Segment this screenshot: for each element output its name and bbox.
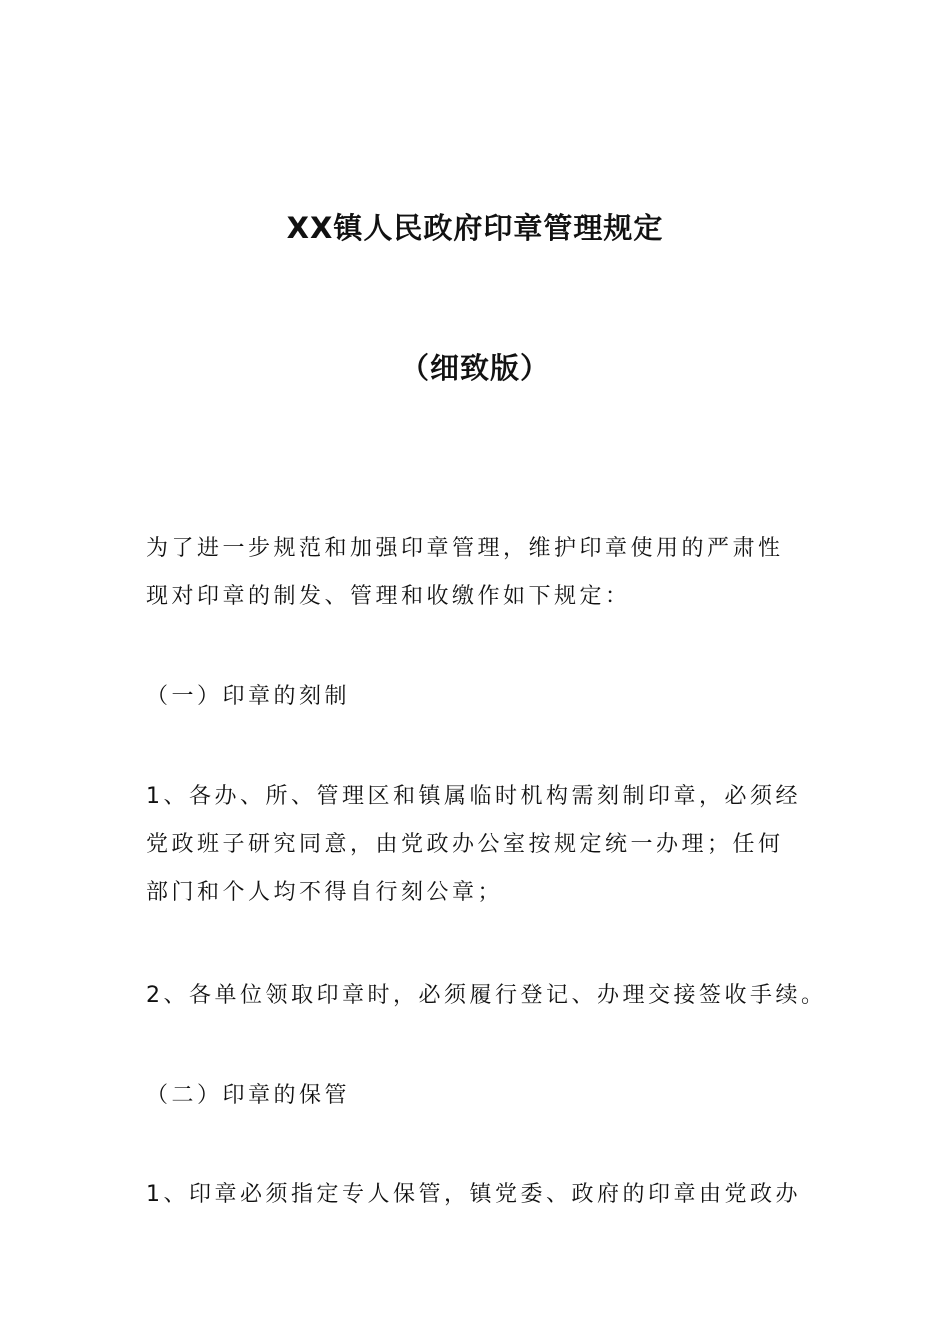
intro-paragraph <box>146 525 826 621</box>
section1-item-1-line-1: 1、各办、所、管理区和镇属临时机构需刻制印章，必须经 <box>146 784 801 809</box>
section1-item-2-line-1: 2、各单位领取印章时，必须履行登记、办理交接签收手续。 <box>146 983 827 1008</box>
section-heading-engraving: （一）印章的刻制 <box>146 684 351 709</box>
document-title: XX镇人民政府印章管理规定 <box>286 211 664 245</box>
section1-item-1 <box>146 773 826 917</box>
section1-item-1-line-3: 部门和个人均不得自行刻公章； <box>146 880 504 905</box>
intro-line-2: 现对印章的制发、管理和收缴作如下规定： <box>146 584 631 609</box>
section1-item-1-line-2: 党政班子研究同意，由党政办公室按规定统一办理；任何 <box>146 832 784 857</box>
section2-item-1 <box>146 1171 826 1219</box>
section1-item-2 <box>146 972 826 1020</box>
section2-item-1-line-1: 1、印章必须指定专人保管，镇党委、政府的印章由党政办 <box>146 1182 801 1207</box>
section-heading-custody: （二）印章的保管 <box>146 1083 351 1108</box>
intro-line-1: 为了进一步规范和加强印章管理，维护印章使用的严肃性 <box>146 536 784 561</box>
document-subtitle: （细致版） <box>399 351 550 385</box>
